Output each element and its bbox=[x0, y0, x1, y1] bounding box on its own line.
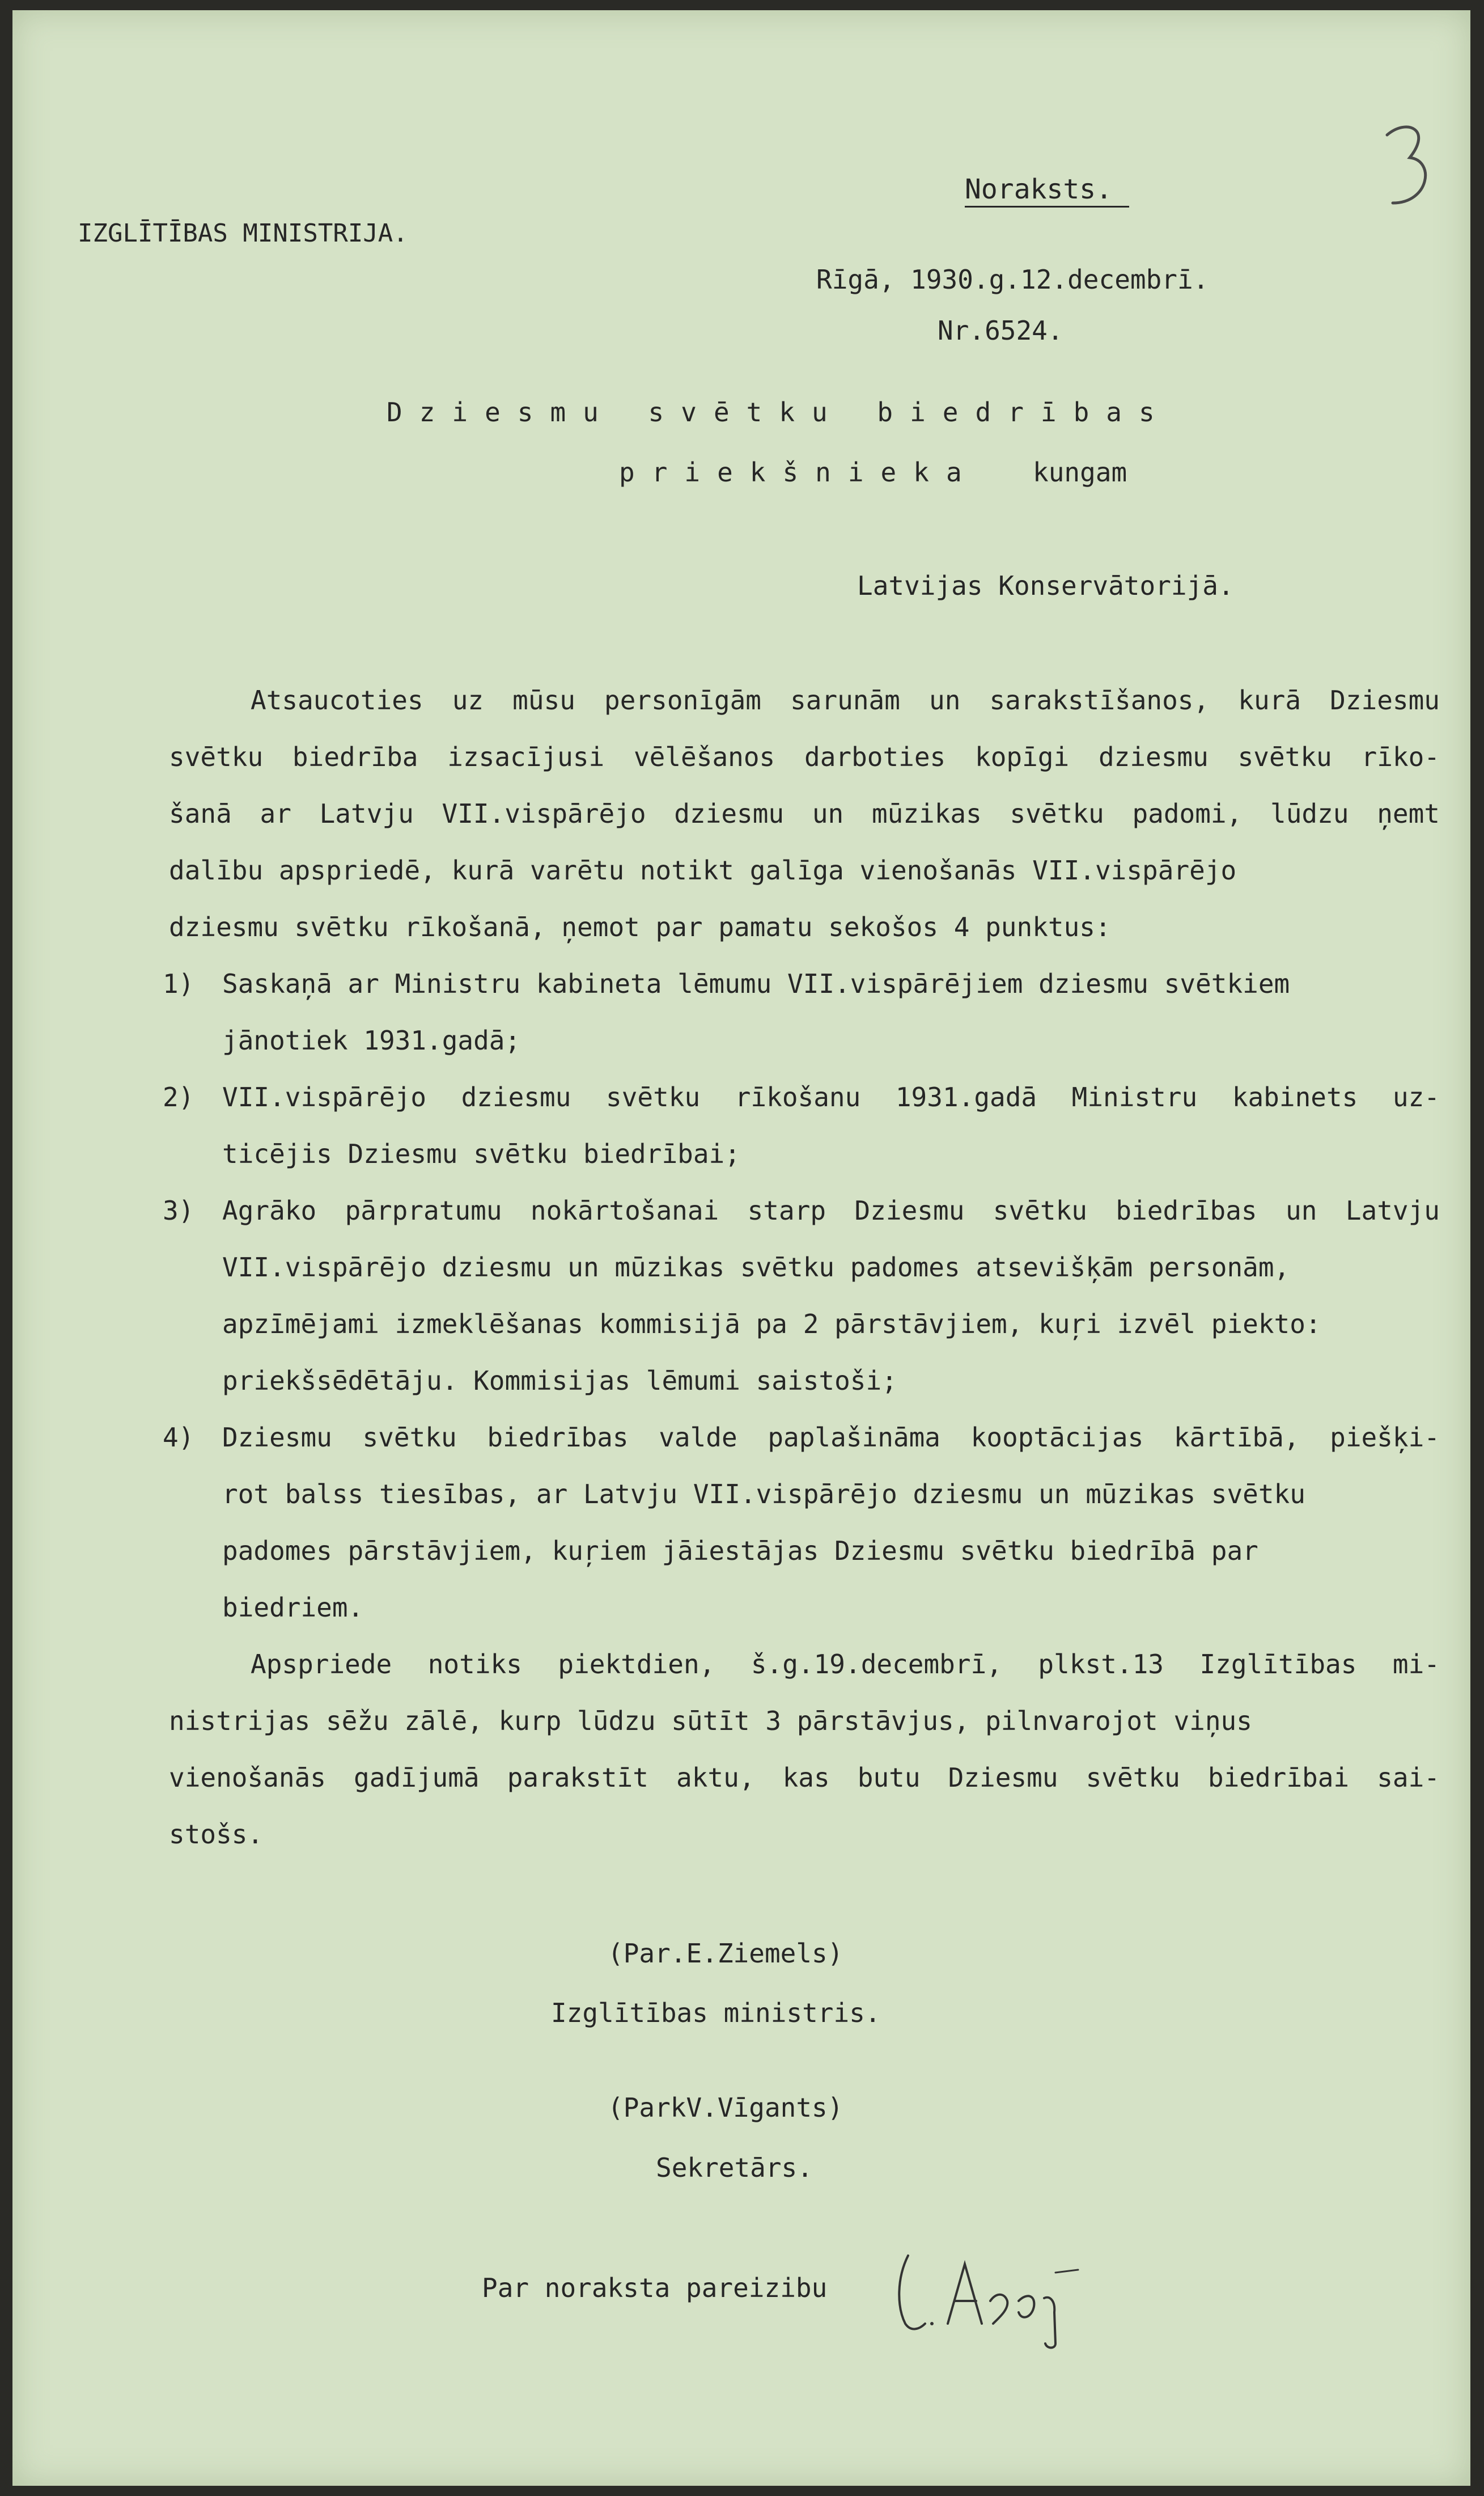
intro-line-4: dalību apspriedē, kurā varētu notikt galīga vienošanās VII.vispārējo bbox=[169, 855, 1237, 886]
closing-line-3: vienošanās gadījumā parakstīt aktu, kas butu Dziesmu svētku biedrībai sai- bbox=[169, 1762, 1440, 1793]
point-number: 1) bbox=[163, 968, 194, 999]
intro-line-5: dziesmu svētku rīkošanā, ņemot par pamatu sekošos 4 punktus: bbox=[169, 912, 1111, 942]
point-3-line-3: apzīmējami izmeklēšanas kommisijā pa 2 pārstāvjiem, kuŗi izvēl piekto: bbox=[222, 1309, 1321, 1339]
certification-text: Par noraksta pareizibu bbox=[482, 2273, 828, 2303]
place-date: Rīgā, 1930.g.12.decembrī. bbox=[816, 264, 1209, 295]
copy-mark-underline bbox=[965, 206, 1129, 208]
minister-name: (Par.E.Ziemels) bbox=[608, 1938, 843, 1969]
addressee-line-3: Latvijas Konservātorijā. bbox=[857, 570, 1234, 601]
point-4-line-1: Dziesmu svētku biedrības valde paplašināma kooptācijas kārtībā, piešķi- bbox=[222, 1422, 1440, 1453]
point-3-line-4: priekšsēdētāju. Kommisijas lēmumi saistoši; bbox=[222, 1365, 897, 1396]
point-4-line-4: biedriem. bbox=[222, 1592, 364, 1623]
point-3-line-1: Agrāko pārpratumu nokārtošanai starp Dziesmu svētku biedrības un Latvju bbox=[222, 1195, 1440, 1226]
point-4-line-3: padomes pārstāvjiem, kuŗiem jāiestājas Dziesmu svētku biedrībā par bbox=[222, 1535, 1258, 1566]
archive-page-number bbox=[1376, 118, 1438, 214]
intro-line-2: svētku biedrība izsacījusi vēlēšanos darboties kopīgi dziesmu svētku rīko- bbox=[169, 742, 1440, 772]
closing-line-1: Apspriede notiks piektdien, š.g.19.decembrī, plkst.13 Izglītības mi- bbox=[251, 1649, 1440, 1679]
point-2-line-1: VII.vispārējo dziesmu svētku rīkošanu 1931.gadā Ministru kabinets uz- bbox=[222, 1082, 1440, 1112]
addressee-line-2-spaced: priekšnieka bbox=[619, 457, 979, 488]
point-2-line-2: ticējis Dziesmu svētku biedrībai; bbox=[222, 1139, 740, 1169]
point-1-line-2: jānotiek 1931.gadā; bbox=[222, 1025, 521, 1056]
closing-line-2: nistrijas sēžu zālē, kurp lūdzu sūtīt 3 pārstāvjus, pilnvarojot viņus bbox=[169, 1706, 1252, 1736]
addressee-line-1: Dziesmu svētku biedrības bbox=[387, 397, 1172, 428]
intro-line-3: šanā ar Latvju VII.vispārējo dziesmu un mūzikas svētku padomi, lūdzu ņemt bbox=[169, 798, 1440, 829]
secretary-name: (ParkV.Vīgants) bbox=[608, 2092, 843, 2123]
handwritten-signature bbox=[885, 2239, 1101, 2352]
point-3-line-2: VII.vispārējo dziesmu un mūzikas svētku padomes atsevišķām personām, bbox=[222, 1252, 1290, 1283]
minister-title: Izglītības ministris. bbox=[551, 1998, 881, 2028]
point-number: 4) bbox=[163, 1422, 194, 1453]
intro-line-1: Atsaucoties uz mūsu personīgām sarunām un sarakstīšanos, kurā Dziesmu bbox=[251, 685, 1440, 716]
closing-line-4: stošs. bbox=[169, 1819, 264, 1850]
point-number: 2) bbox=[163, 1082, 194, 1112]
addressee-line-2-rest: kungam bbox=[1033, 457, 1127, 488]
secretary-title: Sekretārs. bbox=[656, 2152, 813, 2183]
reference-number: Nr.6524. bbox=[938, 315, 1063, 346]
point-4-line-2: rot balss tiesības, ar Latvju VII.vispārējo dziesmu un mūzikas svētku bbox=[222, 1479, 1305, 1509]
document-page bbox=[12, 10, 1470, 2486]
ministry-name: IZGLĪTĪBAS MINISTRIJA. bbox=[78, 219, 408, 248]
point-number: 3) bbox=[163, 1195, 194, 1226]
copy-mark: Noraksts. bbox=[965, 174, 1113, 205]
point-1-line-1: Saskaņā ar Ministru kabineta lēmumu VII.vispārējiem dziesmu svētkiem bbox=[222, 968, 1290, 999]
